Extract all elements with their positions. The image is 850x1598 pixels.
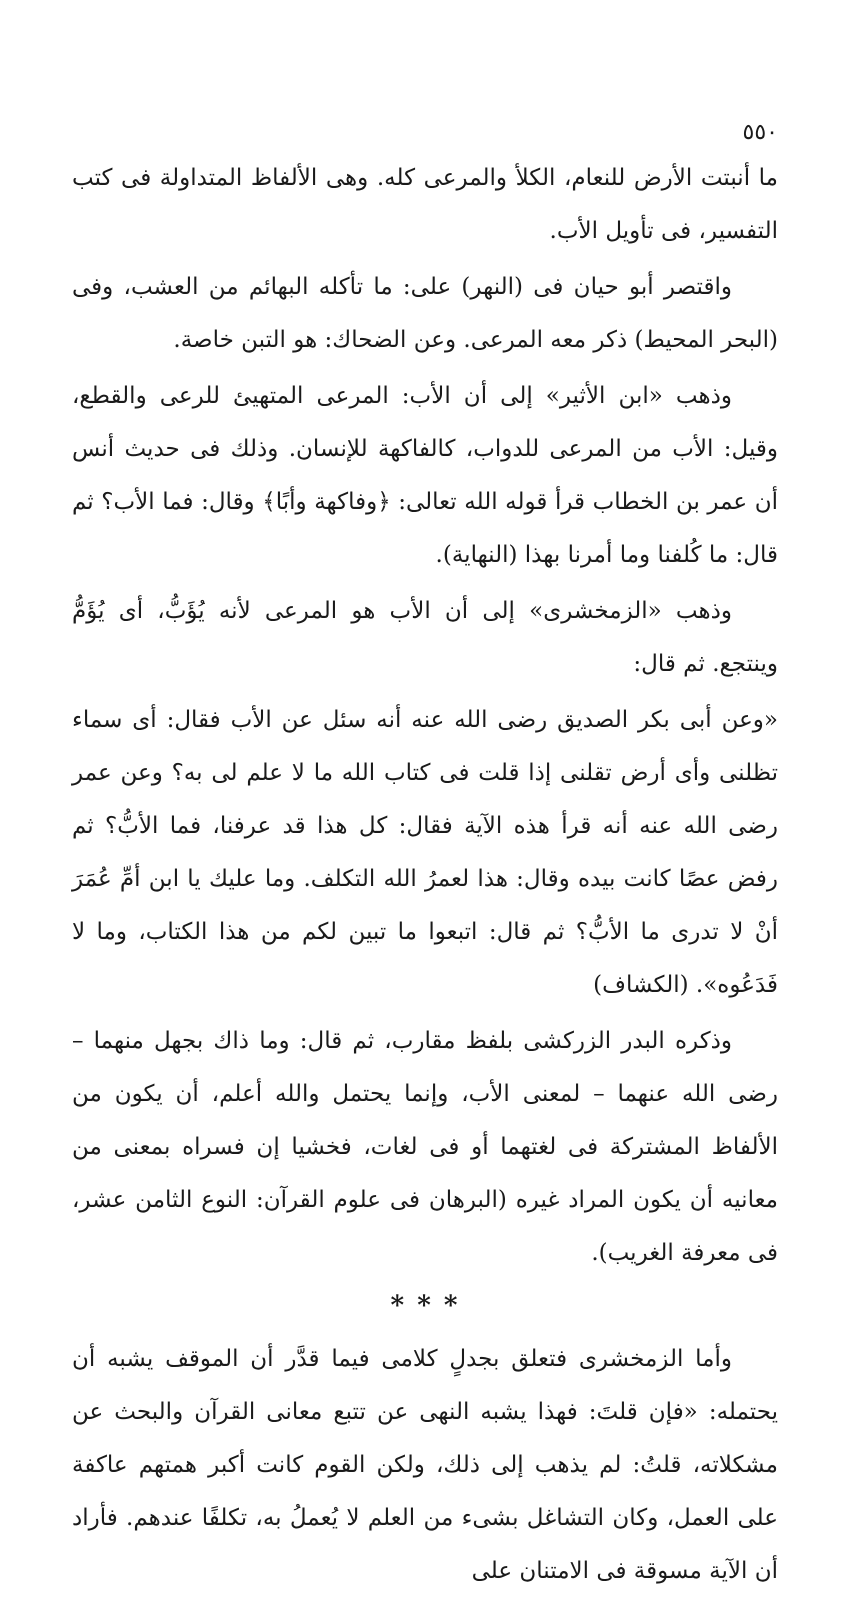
page-number: ٥٥٠ xyxy=(742,120,778,145)
paragraph-4: وذهب «الزمخشرى» إلى أن الأب هو المرعى لأنه يُؤَبُّ، أى يُؤَمُّ وينتجع. ثم قال: xyxy=(72,598,778,677)
paragraph-6: وذكره البدر الزركشى بلفظ مقارب، ثم قال: وما ذاك بجهل منهما – رضى الله عنهما – لمعنى الأب، وإنما يحتمل والله أعلم، أن يكون من الألفاظ المشتركة فى لغتهما أو فى لغات، فخشيا إن فسراه بمعنى من معانيه أن يكون المراد غيره (البرهان فى علوم القرآن: النوع الثامن عشر، فى معرفة الغريب). xyxy=(72,1028,779,1266)
paragraph-7: وأما الزمخشرى فتعلق بجدلٍ كلامى فيما قدَّر أن الموقف يشبه أن يحتمله: «فإن قلتَ: فهذا يشبه النهى عن تتبع معانى القرآن والبحث عن مشكلاته، قلتُ: لم يذهب إلى ذلك، ولكن القوم كانت أكبر همتهم عاكفة على العمل، وكان التشاغل بشىء من العلم لا يُعملُ به، تكلفًا عندهم. فأراد أن الآية مسوقة فى الامتنان على xyxy=(72,1346,778,1584)
paragraph-2: واقتصر أبو حيان فى (النهر) على: ما تأكله البهائم من العشب، وفى (البحر المحيط) ذكر معه المرعى. وعن الضحاك: هو التبن خاصة. xyxy=(72,274,778,353)
paragraph-3: وذهب «ابن الأثير» إلى أن الأب: المرعى المتهيئ للرعى والقطع، وقيل: الأب من المرعى للدواب، كالفاكهة للإنسان. وذلك فى حديث أنس أن عمر بن الخطاب قرأ قوله الله تعالى: ﴿وفاكهة وأبًا﴾ وقال: فما الأب؟ ثم قال: ما كُلفنا وما أمرنا بهذا (النهاية). xyxy=(72,383,778,568)
paragraph-1: ما أنبتت الأرض للنعام، الكلأ والمرعى كله. وهى الألفاظ المتداولة فى كتب التفسير، فى تأويل الأب. xyxy=(72,165,778,244)
quotation-paragraph: «وعن أبى بكر الصديق رضى الله عنه أنه سئل عن الأب فقال: أى سماء تظلنى وأى أرض تقلنى إذا قلت فى كتاب الله ما لا علم لى به؟ وعن عمر رضى الله عنه أنه قرأ هذه الآية فقال: كل هذا قد عرفنا، فما الأبُّ؟ ثم رفض عصًا كانت بيده وقال: هذا لعمرُ الله التكلف. وما عليك يا ابن أمِّ عُمَرَ أنْ لا تدرى ما الأبُّ؟ ثم قال: اتبعوا ما تبين لكم من هذا الكتاب، وما لا فَدَعُوه». (الكشاف) xyxy=(72,707,778,998)
section-separator: * * * xyxy=(390,1291,460,1321)
